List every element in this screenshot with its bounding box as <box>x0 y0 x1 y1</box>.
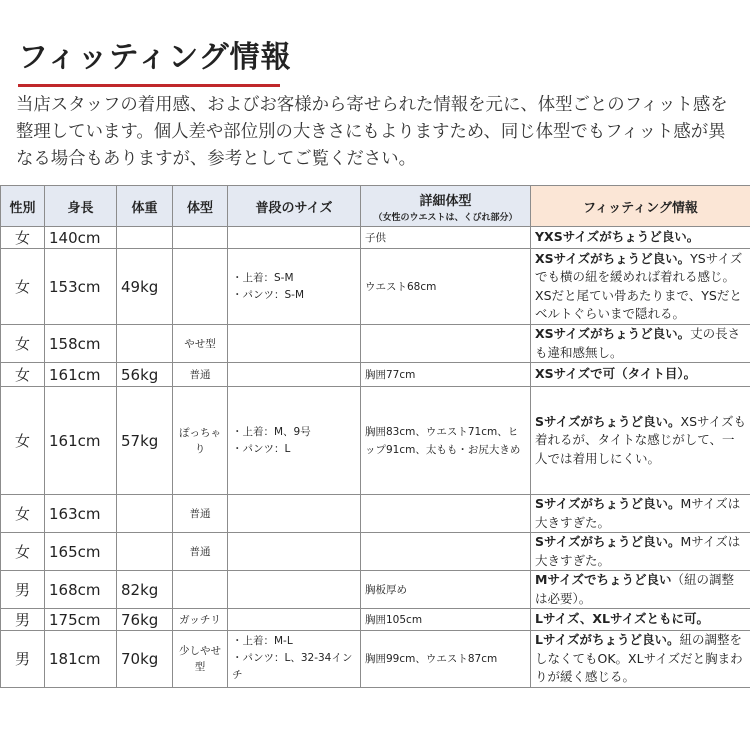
height-cell: 175cm <box>45 609 117 631</box>
sex-cell: 男 <box>1 571 45 609</box>
body-type-cell: ガッチリ <box>173 609 228 631</box>
fitting-summary: Lサイズがちょうど良い。 <box>535 632 680 647</box>
table-row <box>1 387 750 495</box>
body-type-cell: 普通 <box>173 533 228 571</box>
header-body-type: 体型 <box>173 186 228 227</box>
body-type-cell <box>173 249 228 325</box>
body-type-cell <box>173 571 228 609</box>
weight-cell: 56kg <box>117 363 173 387</box>
header-sex: 性別 <box>1 186 45 227</box>
height-cell: 158cm <box>45 325 117 363</box>
height-cell: 153cm <box>45 249 117 325</box>
fitting-note: Mサイズは大きすぎた。 <box>535 534 741 568</box>
sex-cell: 女 <box>1 387 45 495</box>
height-cell: 165cm <box>45 533 117 571</box>
fitting-cell <box>531 325 750 363</box>
table-row <box>1 533 750 571</box>
body-type-cell: 少しやせ型 <box>173 631 228 688</box>
body-type-cell <box>173 227 228 249</box>
fitting-cell <box>531 363 750 387</box>
fitting-cell <box>531 387 750 495</box>
weight-cell <box>117 495 173 533</box>
usual-size-cell <box>228 227 361 249</box>
usual-size-line: ・上着：S-M <box>232 271 294 284</box>
fitting-cell <box>531 249 750 325</box>
body-type-cell: 普通 <box>173 363 228 387</box>
height-cell: 181cm <box>45 631 117 688</box>
intro-text: 当店スタッフの着用感、およびお客様から寄せられた情報を元に、体型ごとのフィット感を整理しています。個人差や部位別の大きさにもよりますため、同じ体型でもフィット感が異なる場合もありますが、参考としてご覧ください。 <box>16 95 728 169</box>
usual-size-line: ・上着：M-L <box>232 635 293 648</box>
fitting-summary: Sサイズがちょうど良い。 <box>535 534 681 549</box>
fitting-note: 紐の調整をしなくてもOK。XLサイズだと胸まわりが緩く感じる。 <box>535 632 743 684</box>
usual-size-cell <box>228 249 361 325</box>
detail-cell: 胸囲83cm、ウエスト71cm、ヒップ91cm、太もも・お尻大きめ <box>361 387 531 495</box>
weight-cell <box>117 533 173 571</box>
table-row <box>1 325 750 363</box>
sex-cell: 男 <box>1 631 45 688</box>
table-row <box>1 495 750 533</box>
table-row <box>1 227 750 249</box>
sex-cell: 女 <box>1 325 45 363</box>
sex-cell: 女 <box>1 227 45 249</box>
fitting-summary: Sサイズがちょうど良い。 <box>535 413 681 429</box>
fitting-summary: XSサイズがちょうど良い。 <box>535 326 691 341</box>
table-row <box>1 631 750 688</box>
fitting-cell <box>531 571 750 609</box>
weight-cell <box>117 325 173 363</box>
header-usual-size: 普段のサイズ <box>228 186 361 227</box>
body-type-cell: ぽっちゃり <box>173 387 228 495</box>
usual-size-cell <box>228 571 361 609</box>
fitting-summary: YXSサイズがちょうど良い。 <box>535 229 700 245</box>
height-cell: 163cm <box>45 495 117 533</box>
weight-cell: 76kg <box>117 609 173 631</box>
table-row <box>1 249 750 325</box>
usual-size-line: ・上着：M、9号 <box>232 425 311 438</box>
fitting-cell <box>531 609 750 631</box>
fitting-summary: XSサイズで可（タイト目）。 <box>535 366 697 382</box>
height-cell: 161cm <box>45 387 117 495</box>
fitting-note: YSサイズでも横の紐を緩めれば着れる感じ。XSだと尾てい骨あたりまで、YSだとベルトぐらいまで隠れる。 <box>535 250 743 321</box>
usual-size-cell <box>228 387 361 495</box>
fitting-cell <box>531 631 750 688</box>
fitting-table <box>0 185 750 688</box>
sex-cell: 女 <box>1 533 45 571</box>
height-cell: 161cm <box>45 363 117 387</box>
fitting-cell <box>531 227 750 249</box>
detail-cell <box>361 533 531 571</box>
table-body <box>1 227 750 688</box>
detail-cell: 胸囲77cm <box>361 363 531 387</box>
header-detail <box>361 186 531 227</box>
sex-cell: 女 <box>1 363 45 387</box>
weight-cell: 70kg <box>117 631 173 688</box>
fitting-cell <box>531 533 750 571</box>
usual-size-cell <box>228 533 361 571</box>
detail-cell: ウエスト68cm <box>361 249 531 325</box>
body-type-cell: 普通 <box>173 495 228 533</box>
usual-size-line: ・パンツ：S-M <box>232 288 305 301</box>
title-underline <box>18 84 280 87</box>
usual-size-line: ・パンツ：L <box>232 442 291 455</box>
usual-size-cell <box>228 363 361 387</box>
detail-cell <box>361 325 531 363</box>
weight-cell: 49kg <box>117 249 173 325</box>
fitting-summary: XSサイズがちょうど良い。 <box>535 250 691 266</box>
fitting-summary: Lサイズ、XLサイズともに可。 <box>535 611 709 627</box>
detail-cell: 子供 <box>361 227 531 249</box>
height-cell: 168cm <box>45 571 117 609</box>
table-header-row <box>1 186 750 227</box>
fitting-note: （紐の調整は必要）。 <box>535 572 734 606</box>
usual-size-cell <box>228 325 361 363</box>
sex-cell: 女 <box>1 249 45 325</box>
usual-size-cell <box>228 609 361 631</box>
fitting-note: XSサイズも着れるが、タイトな感じがして、一人では着用しにくい。 <box>535 413 747 466</box>
height-cell: 140cm <box>45 227 117 249</box>
table-row <box>1 571 750 609</box>
weight-cell <box>117 227 173 249</box>
fitting-summary: Mサイズでちょうど良い <box>535 572 672 587</box>
usual-size-cell <box>228 631 361 688</box>
detail-cell: 胸囲105cm <box>361 609 531 631</box>
header-height: 身長 <box>45 186 117 227</box>
usual-size-cell <box>228 495 361 533</box>
fitting-note: Mサイズは大きすぎた。 <box>535 496 741 530</box>
fitting-note: 丈の長さも違和感無し。 <box>535 326 741 360</box>
sex-cell: 男 <box>1 609 45 631</box>
body-type-cell: やせ型 <box>173 325 228 363</box>
header-detail-label: 詳細体型 <box>419 193 472 209</box>
header-detail-note: （女性のウエストは、くびれ部分） <box>373 212 518 223</box>
sex-cell: 女 <box>1 495 45 533</box>
detail-cell: 胸板厚め <box>361 571 531 609</box>
detail-cell <box>361 495 531 533</box>
fitting-summary: Sサイズがちょうど良い。 <box>535 496 681 511</box>
table-row <box>1 609 750 631</box>
table-row <box>1 363 750 387</box>
weight-cell: 57kg <box>117 387 173 495</box>
fitting-cell <box>531 495 750 533</box>
header-fitting: フィッティング情報 <box>531 186 750 227</box>
weight-cell: 82kg <box>117 571 173 609</box>
detail-cell: 胸囲99cm、ウエスト87cm <box>361 631 531 688</box>
header-weight: 体重 <box>117 186 173 227</box>
page-title: フィッティング情報 <box>18 40 292 75</box>
usual-size-line: ・パンツ：L、32-34インチ <box>232 652 353 682</box>
